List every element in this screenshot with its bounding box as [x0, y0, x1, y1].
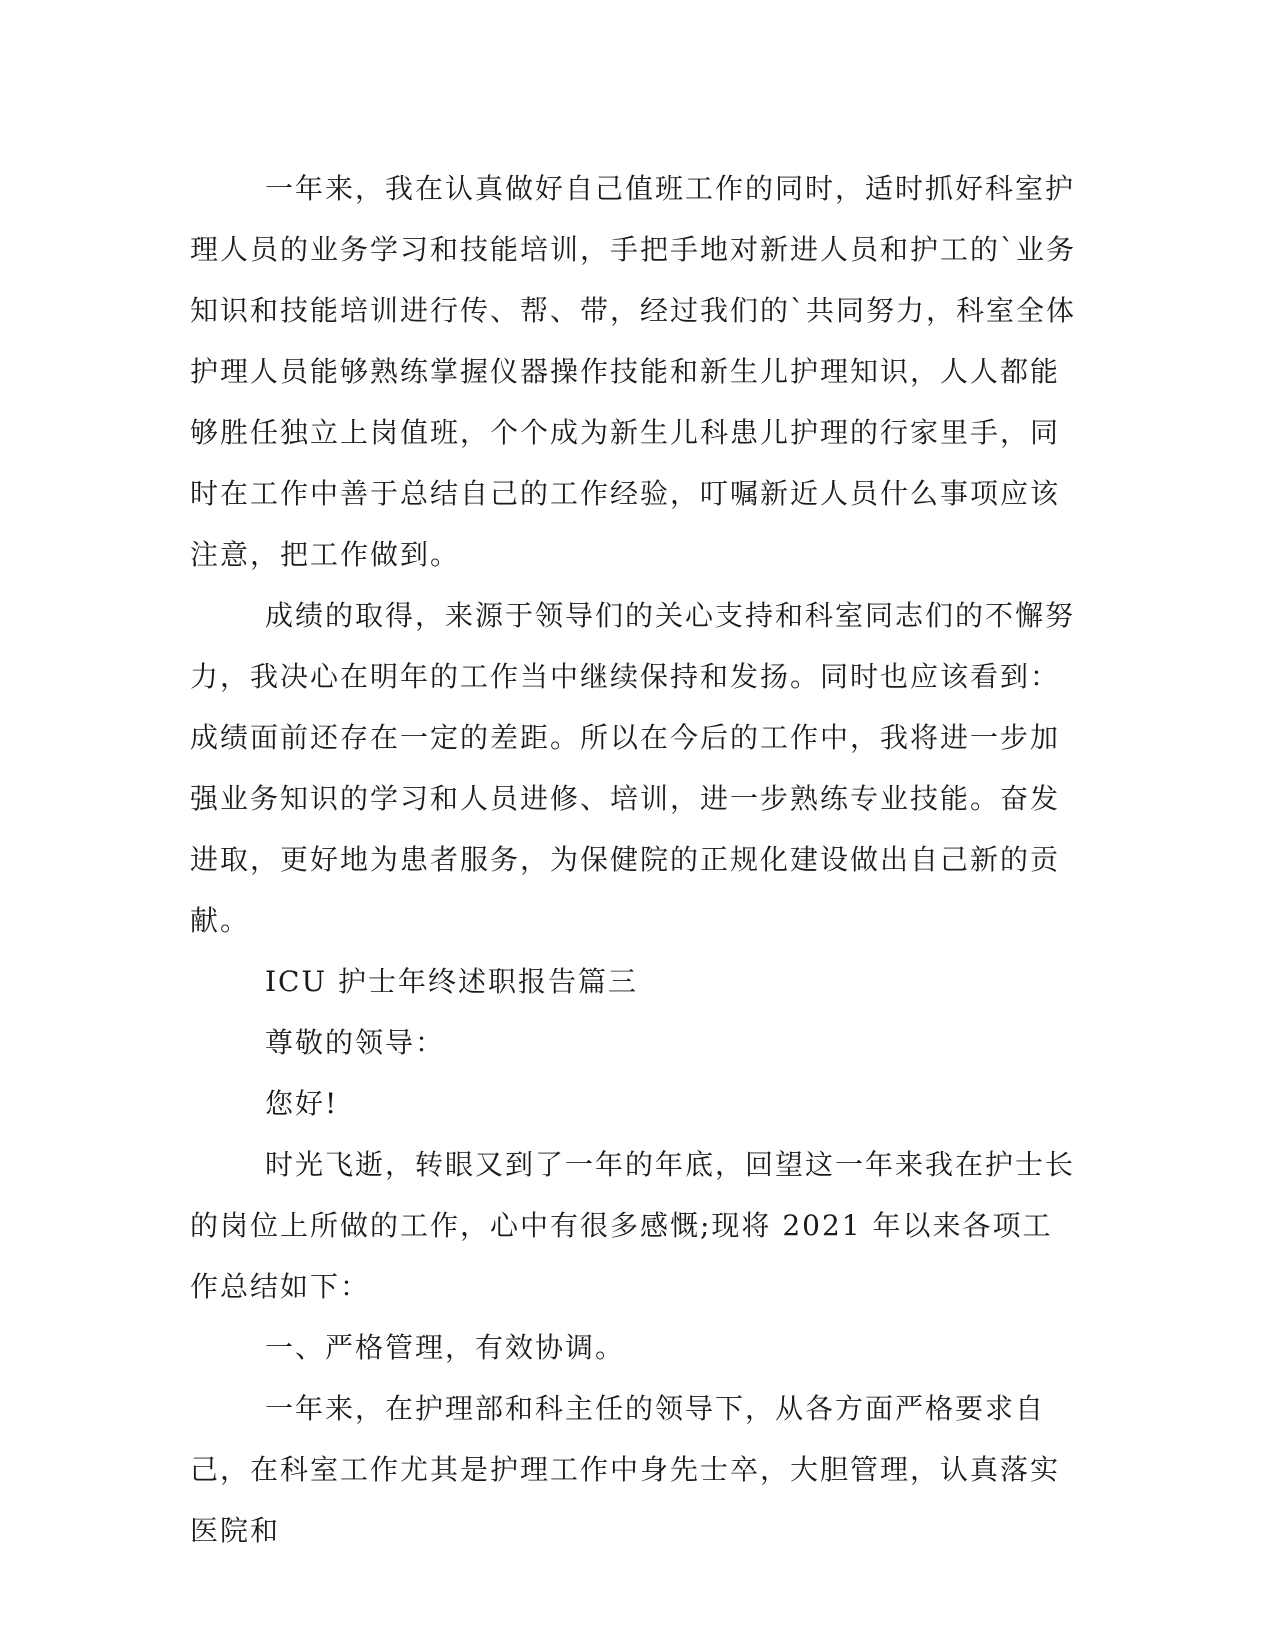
subheading-management: 一、严格管理，有效协调。	[265, 1331, 626, 1364]
paragraph-management: 一年来，在护理部和科主任的领导下，从各方面严格要求自己，在科室工作尤其是护理工作中身先士卒，大胆管理，认真落实医院和	[190, 1392, 1061, 1547]
paragraph-achievements: 成绩的取得，来源于领导们的关心支持和科室同志们的不懈努力，我决心在明年的工作当中继续保持和发扬。同时也应该看到：成绩面前还存在一定的差距。所以在今后的工作中，我将进一步加强业务知识的学习和人员进修、培训，进一步熟练专业技能。奋发进取，更好地为患者服务，为保健院的正规化建设做出自己新的贡献。	[190, 599, 1076, 937]
paragraph-training: 一年来，我在认真做好自己值班工作的同时，适时抓好科室护理人员的业务学习和技能培训，手把手地对新进人员和护工的`业务知识和技能培训进行传、帮、带，经过我们的`共同努力，科室全体护理人员能够熟练掌握仪器操作技能和新生儿护理知识，人人都能够胜任独立上岗值班，个个成为新生儿科患儿护理的行家里手，同时在工作中善于总结自己的工作经验，叮嘱新近人员什么事项应该注意，把工作做到。	[190, 172, 1077, 571]
greeting: 您好!	[265, 1087, 339, 1120]
section-heading: ICU 护士年终述职报告篇三	[265, 965, 638, 998]
salutation: 尊敬的领导：	[265, 1026, 446, 1059]
document-body	[190, 158, 1080, 1561]
paragraph-intro: 时光飞逝，转眼又到了一年的年底，回望这一年来我在护士长的岗位上所做的工作，心中有很多感慨;现将 2021 年以来各项工作总结如下：	[190, 1148, 1076, 1303]
